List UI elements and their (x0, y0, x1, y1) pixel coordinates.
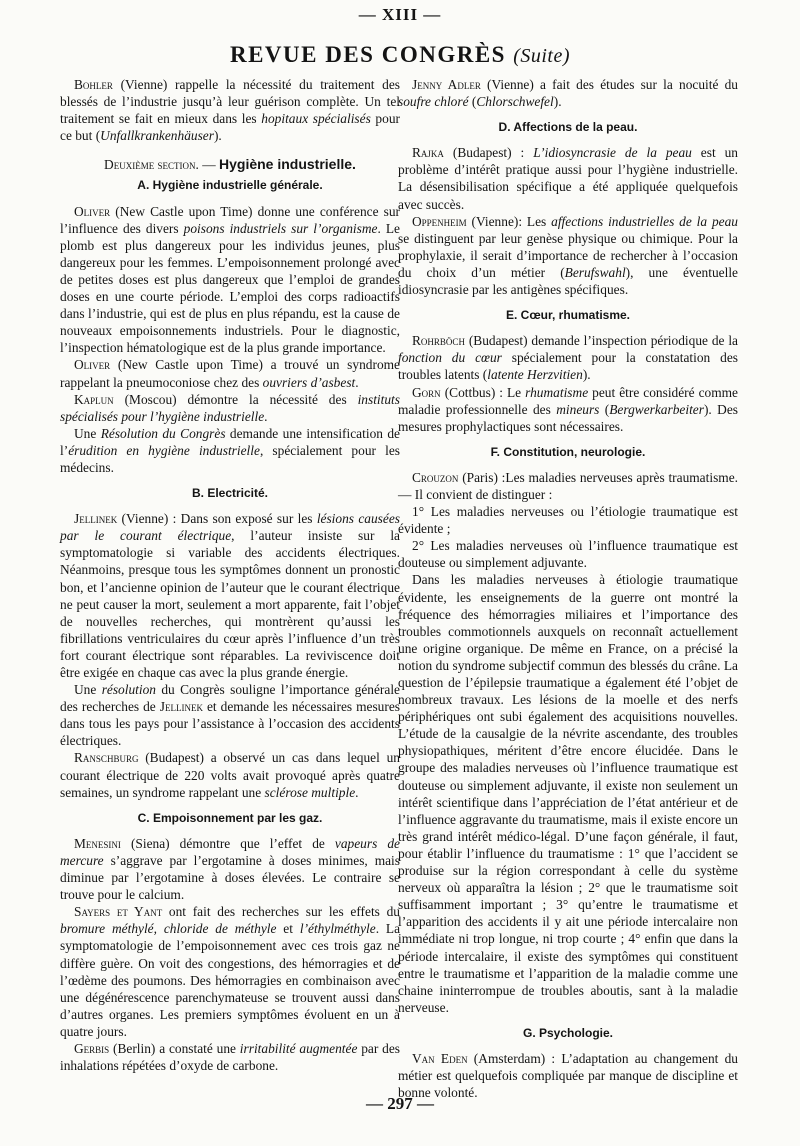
subsection-heading-g: G. Psychologie. (522, 1025, 614, 1040)
paragraph-jellinek: Jellinek (Vienne) : Dans son exposé sur les lésions causées par le courant électrique, l’auteur insiste sur la symptomatologie si variable des accidents électriques. Néanmoins, presque tous les symptômes donnent un pronostic bon, et l’ancienne opinion de l’auteur que le courant électrique ne peut causer la mort, seulement a mort apparente, fait l’objet de nouvelles recherches, qui montrèrent qu’aussi les fibrillations ventriculaires du cœur après l’influence d’un très fort courant électrique sont réparables. La reviviscence doit être exigée en chaque cas avec la plus grande énergie. (60, 511, 400, 680)
title-main: REVUE DES CONGRÈS (229, 42, 506, 67)
list-item-1: 1° Les maladies nerveuses ou l’étiologie traumatique est évidente ; (398, 504, 738, 537)
paragraph-bohler: Bohler (Vienne) rappelle la nécessité du traitement des blessés de l’industrie jusqu’à leur guérison complète. Un tel traitement se fait en mieux dans les hopitaux spécialisés pour ce but (Unfallkrankenhäuser). (60, 77, 400, 144)
paragraph-menesini: Menesini (Siena) démontre que l’effet de vapeurs de mercure s’aggrave par l’ergotamine à doses minimes, mais diminue par l’ergotamine à doses élevées. Le contraire se trouve pour le calcium. (60, 835, 400, 903)
page-title (0, 42, 800, 68)
paragraph-gorn: Gorn (Cottbus) : Le rhumatisme peut être considéré comme maladie professionnelle des mineurs (Bergwerkarbeiter). Des mesures prophylactiques sont nécessaires. (398, 384, 738, 434)
page-number: — 297 — (366, 1094, 434, 1113)
list-item-2: 2° Les maladies nerveuses où l’influence traumatique est douteuse ou simplement adjuvante. (398, 538, 738, 571)
paragraph-crouzon: Crouzon (Paris) :Les maladies nerveuses après traumatisme. — Il convient de distinguer : (398, 469, 738, 502)
paragraph-oliver-2: Oliver (New Castle upon Time) a trouvé un syndrome rappelant la pneumoconiose chez des ouvriers d’asbest. (60, 357, 400, 390)
paragraph-van-eden: Van Eden (Amsterdam) : L’adaptation au changement du métier est quelquefois compliquée par manque de discipline et bonne volonté. (398, 1050, 738, 1101)
paragraph-rajka: Rajka (Budapest) : L’idiosyncrasie de la peau est un problème d’intérêt pratique aussi pour l’hygiène industrielle. La désensibilisation spécifique a été appliquée quelquefois avec succès. (398, 145, 738, 212)
right-column (398, 76, 738, 1101)
subsection-heading-a: A. Hygiène industrielle générale. (137, 178, 323, 193)
subsection-heading-f: F. Constitution, neurologie. (490, 444, 646, 459)
author-name: Bohler (74, 77, 113, 92)
paragraph-resolution-2: Une résolution du Congrès souligne l’importance générale des recherches de Jellinek et demande les nécessaires mesures dans tous les pays pour l’assistance à l’occasion des accidents électriques. (60, 682, 400, 749)
paragraph-ranschburg: Ranschburg (Budapest) a observé un cas dans lequel un courant électrique de 220 volts avait provoqué après quatre semaines, un syndrome rappelant une sclérose multiple. (60, 750, 400, 800)
page-roman-number: — XIII — (358, 5, 442, 24)
paragraph-oppenheim: Oppenheim (Vienne): Les affections industrielles de la peau se distinguent par leur genèse physique ou chimique. Pour la prophylaxie, il serait d’importance de rechercher à l’occasion du choix d’un métier (Berufswahl), une éventuelle idiosyncrasie par les antigènes spécifiques. (398, 213, 738, 298)
subsection-heading-b: B. Electricité. (191, 486, 269, 501)
section-heading: Deuxième section. — Hygiène industrielle. (104, 156, 356, 173)
subsection-heading-e: E. Cœur, rhumatisme. (505, 308, 631, 323)
title-suite: (Suite) (513, 45, 571, 67)
subsection-heading-d: D. Affections de la peau. (498, 120, 638, 135)
paragraph-oliver-1: Oliver (New Castle upon Time) donne une conférence sur l’influence des divers poisons industriels sur l’organisme. Le plomb est plus dangereux pour les individus jeunes, plus dangereux pour les femmes. L’empoisonnement prolongé avec de petites doses est plus dangereux que l’emploi de grandes doses en une courte période. L’emploi des corps radioactifs dans l’industrie, qui est de plus en plus répandu, est la cause de nouveaux empoisonnements industriels. Pour le diagnostic, l’inspection hématologique est de la plus grande importance. (60, 203, 400, 356)
subsection-heading-c: C. Empoisonnement par les gaz. (137, 810, 323, 825)
paragraph-sayers-yant: Sayers et Yant ont fait des recherches sur les effets du bromure méthylé, chloride de méthyle et l’éthylméthyle. La symptomatologie de l’empoisonnement avec ces trois gaz ne diffère guère. On voit des congestions, des hémorragies et de l’œdème des poumons. Des hémorragies en combinaison avec une dégénérescence parenchymateuse se trouvent aussi dans d’autres organes. Les premiers symptômes évoluent en un à quatre jours. (60, 904, 401, 1039)
paragraph-resolution-1: Une Résolution du Congrès demande une intensification de l’érudition en hygiène industrielle, spécialement pour les médecins. (60, 425, 400, 475)
paragraph-dans: Dans les maladies nerveuses à étiologie traumatique évidente, les enseignements de la guerre ont montré la fréquence des hémorragies miliaires et l’importance des troubles commotionnels auxquels on reconnaît actuellement une origine organique. De même en France, on a précisé la notion du syndrome subjectif commun des blessés du crâne. La question de l’épilepsie traumatique a également été l’objet de nombreux travaux. Les lésions de la moelle et des nerfs périphériques ont subi également des acquisitions nouvelles. L’étude de la causalgie de la névrite ascendante, des troubles physiopathiques, méritent d’être encore élucidée. Dans le groupe des maladies nerveuses où l’influence traumatique est douteuse ou simplement adjuvante, il existe non seulement un intérêt scientifique dans l’appréciation de l’état antérieur et de l’influence aggravante du traumatisme, mais il existe encore un très grand intérêt médico-légal. D’une façon générale, il faut, pour établir l’influence du traumatisme : 1° que l’accident se produise sur la région correspondant à celle du système nerveux où apparaîtra la lésion ; 2° que le traumatisme soit suffisamment important ; 3° qu’entre le traumatisme et l’apparition des accidents il y ait une période intercalaire non immédiate ni trop longue, ni trop courte ; 4° enfin que dans la période intercalaire, il existe des symptômes qui constituent entre le traumatisme et l’apparition de la maladie comme une chaine ininterrompue de troubles aboutis, sant à la maladie nerveuse. (398, 572, 738, 1015)
paragraph-gerbis: Gerbis (Berlin) a constaté une irritabilité augmentée par des inhalations répétées d’oxyde de carbone. (60, 1040, 400, 1074)
paragraph-kaplun: Kaplun (Moscou) démontre la nécessité des instituts spécialisés pour l’hygiène industrielle. (60, 391, 400, 424)
left-column (60, 76, 400, 1074)
paragraph-rohrbach: Rohrböch (Budapest) demande l’inspection périodique de la fonction du cœur spécialement pour la constatation des troubles latents (latente Herzvitien). (398, 333, 738, 383)
paragraph-adler: Jenny Adler (Vienne) a fait des études sur la nocuité du soufre chloré (Chlorschwefel). (398, 77, 738, 110)
